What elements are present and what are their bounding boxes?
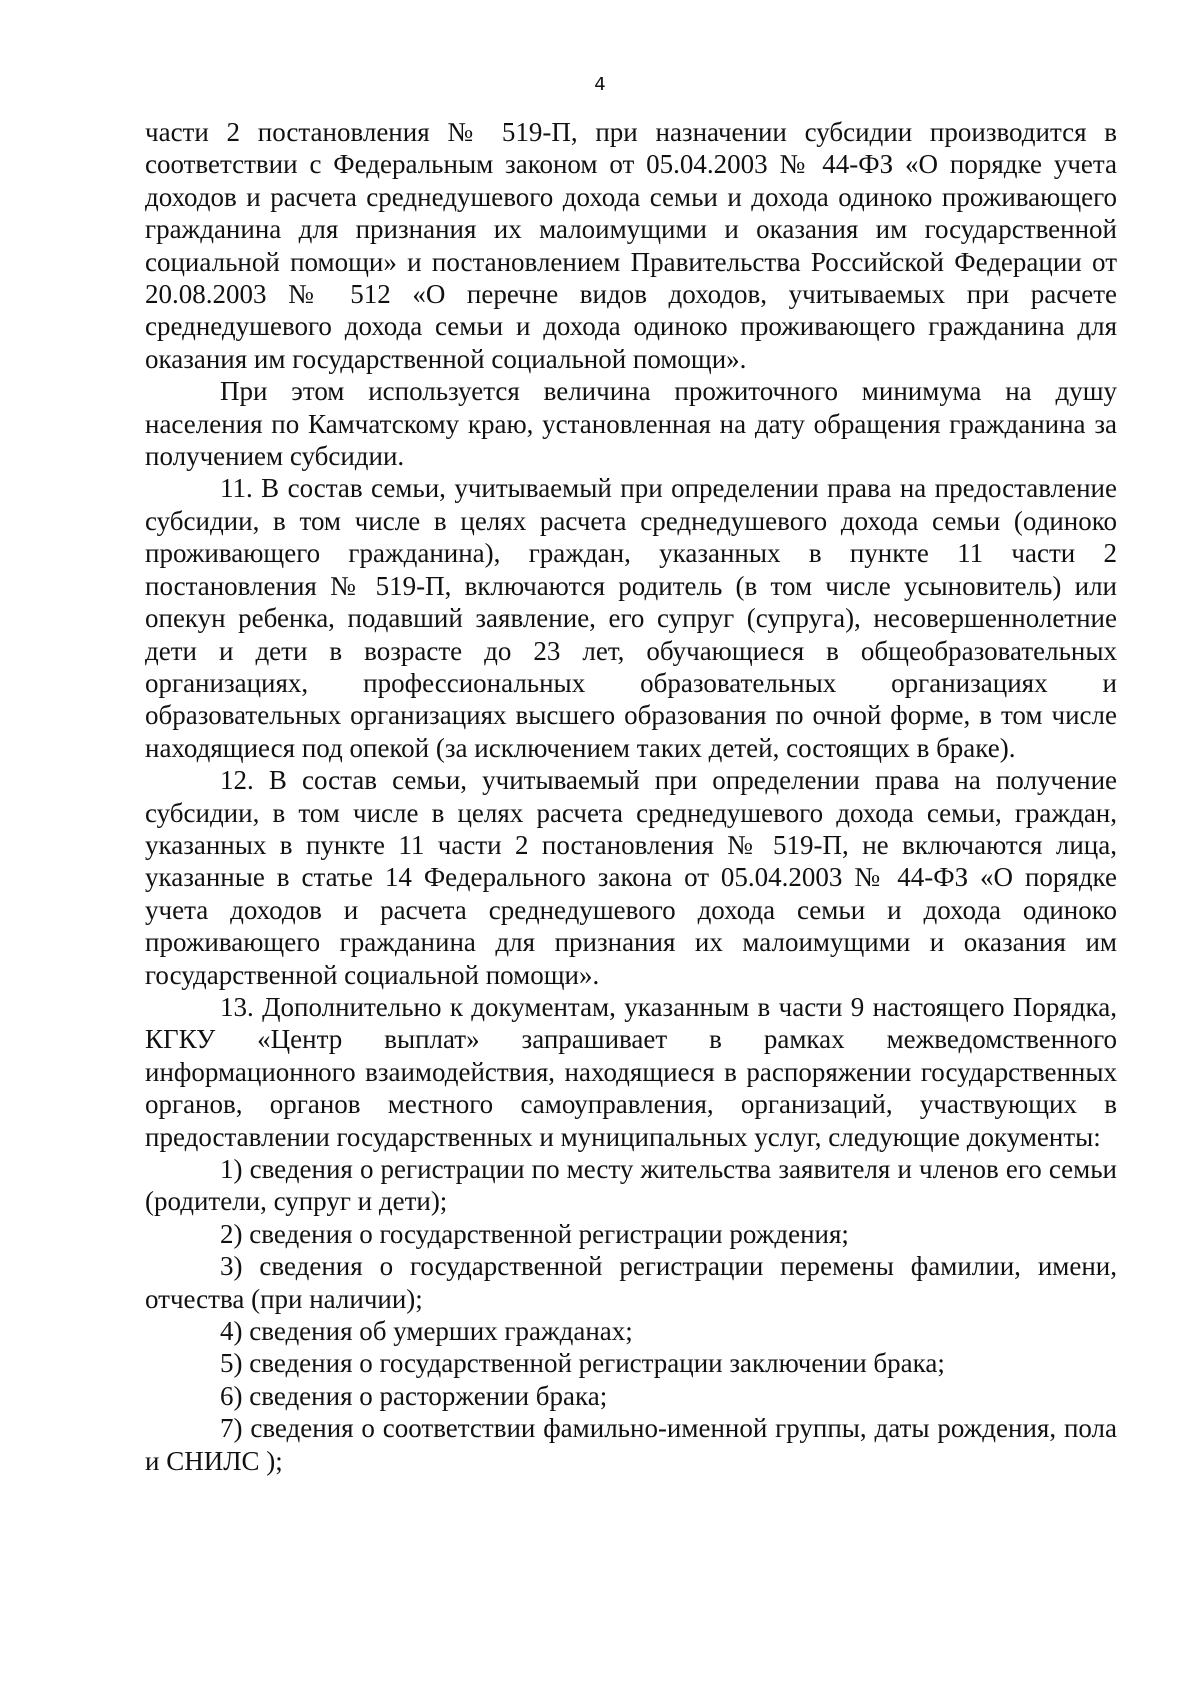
paragraph-item-12: 12. В состав семьи, учитываемый при определении права на получение субсидии, в том числе в целях расчета среднедушевого дохода семьи, граждан, указанных в пункте 11 части 2 постановления № 519-П, не включаются лица, указанные в статье 14 Федерального закона от 05.04.2003 № 44-ФЗ «О порядке учета доходов и расчета среднедушевого дохода семьи и дохода одиноко проживающего гражданина для признания их малоимущими и оказания им государственной социальной помощи». — [145, 765, 1117, 990]
list-item-3: 3) сведения о государственной регистрации перемены фамилии, имени, отчества (при наличии); — [145, 1251, 1117, 1314]
list-item-1: 1) сведения о регистрации по месту жительства заявителя и членов его семьи (родители, супруг и дети); — [145, 1154, 1117, 1217]
page-number: 4 — [594, 74, 606, 95]
list-item-4: 4) сведения об умерших гражданах; — [220, 1316, 633, 1347]
list-item-7: 7) сведения о соответствии фамильно-именной группы, даты рождения, пола и СНИЛС ); — [145, 1413, 1117, 1476]
list-item-2: 2) сведения о государственной регистрации рождения; — [220, 1218, 849, 1249]
paragraph-subsistence-minimum: При этом используется величина прожиточного минимума на душу населения по Камчатскому краю, установленная на дату обращения гражданина за получением субсидии. — [145, 376, 1117, 472]
paragraph-item-11: 11. В состав семьи, учитываемый при определении права на предоставление субсидии, в том числе в целях расчета среднедушевого дохода семьи (одиноко проживающего гражданина), граждан, указанных в пункте 11 части 2 постановления № 519-П, включаются родитель (в том числе усыновитель) или опекун ребенка, подавший заявление, его супруг (супруга), несовершеннолетние дети и дети в возрасте до 23 лет, обучающиеся в общеобразовательных организациях, профессиональных образовательных организациях и образовательных организациях высшего образования по очной форме, в том числе находящиеся под опекой (за исключением таких детей, состоящих в браке). — [145, 473, 1117, 763]
list-item-6: 6) сведения о расторжении брака; — [220, 1380, 608, 1411]
paragraph-item-13: 13. Дополнительно к документам, указанным в части 9 настоящего Порядка, КГКУ «Центр выплат» запрашивает в рамках межведомственного информационного взаимодействия, находящиеся в распоряжении государственных органов, органов местного самоуправления, организаций, участвующих в предоставлении государственных и муниципальных услуг, следующие документы: — [145, 991, 1117, 1152]
paragraph-continuation: части 2 постановления № 519-П, при назначении субсидии производится в соответствии с Федеральным законом от 05.04.2003 № 44-ФЗ «О порядке учета доходов и расчета среднедушевого дохода семьи и дохода одиноко проживающего гражданина для признания их малоимущими и оказания им государственной социальной помощи» и постановлением Правительства Российской Федерации от 20.08.2003 № 512 «О перечне видов доходов, учитываемых при расчете среднедушевого дохода семьи и дохода одиноко проживающего гражданина для оказания им государственной социальной помощи». — [145, 117, 1117, 374]
list-item-5: 5) сведения о государственной регистрации заключении брака; — [220, 1348, 945, 1379]
document-body — [145, 116, 1117, 1477]
